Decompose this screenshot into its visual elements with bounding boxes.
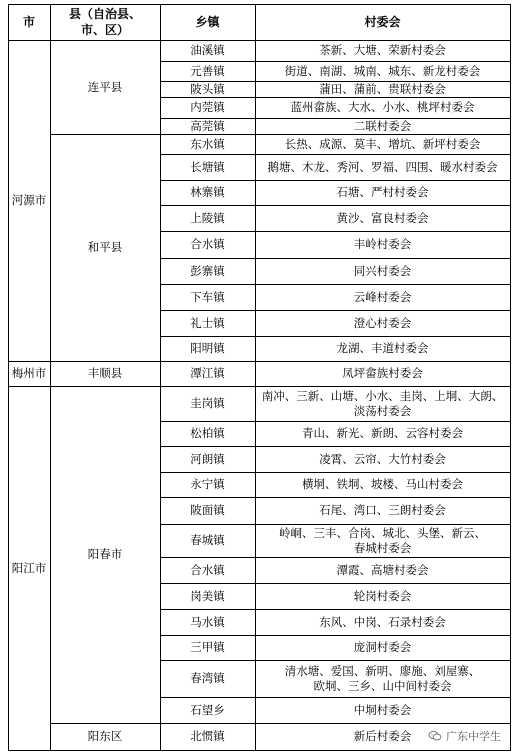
village-cell-text: 云峰村委会 (353, 289, 412, 304)
town-cell (160, 723, 255, 750)
county-cell (50, 386, 160, 723)
village-cell (255, 336, 510, 361)
village-cell (255, 524, 510, 557)
village-cell (255, 421, 510, 446)
village-cell (255, 61, 510, 81)
town-cell (160, 40, 255, 61)
village-cell-text: 轮岗村委会 (353, 588, 412, 603)
town-cell-text: 三甲镇 (190, 640, 225, 654)
column-border (255, 4, 256, 751)
city-cell (8, 386, 50, 750)
county-cell-text: 连平县 (87, 79, 123, 94)
town-cell-text: 高莞镇 (190, 118, 225, 133)
town-cell (160, 258, 255, 284)
town-cell (160, 386, 255, 421)
column-border (160, 4, 161, 751)
county-cell (50, 361, 160, 386)
town-cell (160, 97, 255, 118)
town-cell-text: 潭江镇 (190, 366, 225, 380)
town-cell (160, 134, 255, 154)
town-cell-text: 圭岗镇 (190, 396, 225, 410)
village-cell (255, 310, 510, 336)
village-cell-text: 鹅塘、木龙、秀河、罗福、四围、暖水村委会 (267, 159, 498, 174)
town-cell (160, 609, 255, 635)
town-cell-text: 松柏镇 (190, 426, 225, 440)
city-divider (8, 750, 50, 751)
village-cell (255, 497, 510, 524)
village-cell-text: 长热、成源、莫丰、增坑、新坪村委会 (284, 136, 481, 151)
county-divider (50, 750, 160, 751)
column-border (510, 4, 511, 751)
table-top-border (8, 4, 510, 5)
town-cell (160, 472, 255, 497)
town-cell-text: 北惯镇 (190, 729, 225, 743)
town-cell-text: 彭寨镇 (190, 263, 225, 278)
town-cell-text: 元善镇 (190, 63, 225, 78)
village-cell-text: 二联村委会 (353, 118, 412, 133)
town-cell (160, 497, 255, 524)
town-cell (160, 118, 255, 134)
village-cell (255, 205, 510, 231)
village-cell (255, 81, 510, 97)
village-cell (255, 635, 510, 660)
town-cell-text: 春城镇 (190, 533, 225, 547)
town-cell (160, 81, 255, 97)
town-cell-text: 马水镇 (190, 614, 225, 629)
town-cell-text: 内莞镇 (190, 100, 225, 114)
village-cell-text: 清水塘、爱国、新明、廖施、刘屋寨、 欧垌、三乡、山中间村委会 (284, 663, 481, 693)
town-cell-text: 阳明镇 (190, 341, 225, 355)
row-divider (160, 750, 510, 751)
header-village (255, 4, 510, 40)
town-cell (160, 284, 255, 310)
header-county (50, 4, 160, 40)
village-cell (255, 118, 510, 134)
city-cell-text: 梅州市 (11, 366, 47, 380)
village-cell (255, 154, 510, 180)
village-cell-text: 石塘、严村村委会 (336, 185, 429, 199)
city-cell (8, 40, 50, 361)
town-cell-text: 陂头镇 (190, 81, 225, 96)
village-cell (255, 583, 510, 609)
town-cell-text: 石望乡 (190, 702, 225, 717)
village-cell (255, 472, 510, 497)
town-cell (160, 336, 255, 361)
village-cell (255, 97, 510, 118)
town-cell-text: 长塘镇 (190, 159, 225, 174)
header-village-text: 村委会 (364, 15, 401, 29)
village-cell-text: 中垌村委会 (353, 702, 412, 717)
village-cell (255, 660, 510, 697)
town-cell (160, 421, 255, 446)
town-cell (160, 154, 255, 180)
village-cell (255, 180, 510, 205)
village-cell (255, 609, 510, 635)
town-cell-text: 永宁镇 (190, 477, 225, 491)
village-cell (255, 361, 510, 386)
town-cell (160, 61, 255, 81)
watermark (425, 727, 504, 745)
town-cell (160, 361, 255, 386)
header-county-text: 县（自治县、 市、区） (68, 7, 141, 37)
town-cell (160, 310, 255, 336)
village-cell (255, 386, 510, 421)
village-cell-text: 丰岭村委会 (353, 237, 412, 251)
city-cell-text: 河源市 (11, 193, 47, 207)
town-cell-text: 油溪镇 (190, 43, 225, 57)
village-cell-text: 蒲田、蒲前、贵联村委会 (319, 81, 446, 96)
city-cell (8, 361, 50, 386)
town-cell (160, 231, 255, 258)
village-cell (255, 284, 510, 310)
village-cell-text: 龙湖、丰道村委会 (336, 341, 429, 355)
village-cell-text: 石尾、湾口、三朗村委会 (319, 503, 446, 517)
county-cell-text: 阳东区 (87, 729, 123, 743)
county-cell-text: 和平县 (87, 240, 123, 254)
village-cell-text: 横垌、铁垌、坡楼、马山村委会 (302, 477, 463, 491)
village-cell-text: 新后村委会 (353, 729, 412, 743)
village-cell-text: 澄心村委会 (353, 315, 412, 330)
town-cell (160, 180, 255, 205)
village-cell-text: 同兴村委会 (353, 263, 412, 278)
town-cell (160, 635, 255, 660)
town-cell (160, 446, 255, 472)
county-cell-text: 阳春市 (87, 547, 123, 561)
header-city-text: 市 (22, 15, 35, 29)
village-cell (255, 697, 510, 723)
column-border (8, 4, 9, 751)
village-cell-text: 街道、南湖、城南、城东、新龙村委会 (284, 63, 481, 78)
town-cell (160, 697, 255, 723)
header-city (8, 4, 50, 40)
column-border (50, 4, 51, 751)
city-cell-text: 阳江市 (11, 560, 47, 575)
county-cell (50, 134, 160, 361)
village-cell-text: 凌霄、云帘、大竹村委会 (319, 451, 446, 466)
town-cell-text: 岗美镇 (190, 588, 225, 603)
header-town-text: 乡镇 (195, 15, 220, 29)
village-cell-text: 茶新、大塘、荣新村委会 (319, 43, 446, 57)
village-cell-text: 南冲、三新、山塘、小水、圭岗、上垌、大朗、 淡荡村委会 (261, 388, 504, 418)
village-cell (255, 258, 510, 284)
village-cell-text: 东风、中岗、石录村委会 (319, 614, 446, 629)
town-cell-text: 合水镇 (190, 237, 225, 251)
watermark-text: 广东中学生 (446, 730, 501, 743)
village-cell (255, 446, 510, 472)
village-cell-text: 蓝州畲族、大水、小水、桃坪村委会 (290, 100, 475, 114)
village-cell (255, 134, 510, 154)
town-cell-text: 下车镇 (190, 289, 225, 304)
county-cell-text: 丰顺县 (87, 366, 123, 380)
town-cell-text: 合水镇 (190, 562, 225, 577)
county-cell (50, 723, 160, 750)
town-cell (160, 205, 255, 231)
village-cell (255, 40, 510, 61)
village-cell-text: 庞洞村委会 (353, 640, 412, 654)
town-cell (160, 583, 255, 609)
header-bottom-border (8, 40, 510, 41)
town-cell-text: 河朗镇 (190, 451, 225, 466)
village-cell (255, 231, 510, 258)
village-cell-text: 凤坪畲族村委会 (342, 366, 423, 380)
village-cell (255, 557, 510, 583)
town-cell (160, 660, 255, 697)
village-cell-text: 潭霞、高塘村委会 (336, 562, 429, 577)
town-cell-text: 春湾镇 (190, 671, 225, 685)
village-cell-text: 黄沙、富良村委会 (336, 210, 429, 225)
county-cell (50, 40, 160, 134)
town-cell-text: 林寨镇 (190, 185, 225, 199)
town-cell-text: 礼士镇 (190, 315, 225, 330)
town-cell-text: 陂面镇 (190, 503, 225, 517)
header-town (160, 4, 255, 40)
town-cell (160, 524, 255, 557)
wechat-icon (428, 729, 442, 743)
town-cell (160, 557, 255, 583)
town-cell-text: 东水镇 (190, 136, 225, 151)
village-cell-text: 青山、新光、新朗、云容村委会 (302, 426, 463, 440)
town-cell-text: 上陵镇 (190, 210, 225, 225)
village-cell-text: 岭峒、三丰、合岗、城北、头堡、新云、 春城村委会 (279, 525, 486, 555)
